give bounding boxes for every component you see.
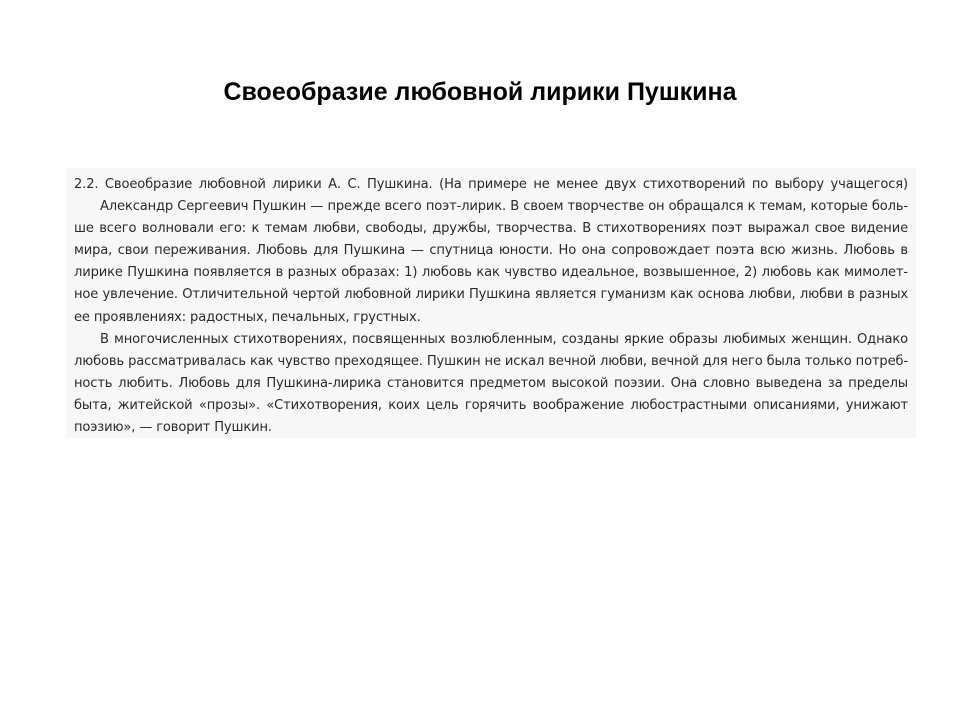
text-line: любовь рассматривалась как чувство преходящее. Пушкин не искал вечной любви, вечной для него была только потреб- [74,353,908,369]
text-line: мира, свои переживания. Любовь для Пушкина — спутница юности. Но она сопровождает поэта всю жизнь. Любовь в [74,243,908,259]
text-line: лирике Пушкина появляется в разных образах: 1) любовь как чувство идеальное, возвышенное, 2) любовь как мимолет- [74,265,908,281]
text-line: Александр Сергеевич Пушкин — прежде всего поэт-лирик. В своем творчестве он обращался к темам, которые боль- [100,199,908,215]
scanned-text-image [66,168,916,438]
text-line: поэзию», — говорит Пушкин. [74,420,272,436]
scanned-text-block [74,174,908,439]
text-line: 2.2. Своеобразие любовной лирики А. С. Пушкина. (На примере не менее двух стихотворений по выбору учащегося) [74,177,908,192]
text-line: быта, житейской «прозы». «Стихотворения, коих цель горячить воображение любострастными описаниями, унижают [74,397,908,413]
text-line: ность любить. Любовь для Пушкина-лирика становится предметом высокой поэзии. Она словно выведена за пределы [74,375,908,391]
text-line: ше всего волновали его: к темам любви, свободы, дружбы, творчества. В стихотворениях поэт выражал свое видение [74,221,908,237]
slide-title: Своеобразие любовной лирики Пушкина [223,78,737,106]
text-line: ее проявлениях: радостных, печальных, грустных. [74,309,421,325]
text-line: В многочисленных стихотворениях, посвященных возлюбленным, созданы яркие образы любимых женщин. Однако [100,331,908,347]
text-line: ное увлечение. Отличительной чертой любовной лирики Пушкина является гуманизм как основа любви, любви в разных [74,287,908,303]
